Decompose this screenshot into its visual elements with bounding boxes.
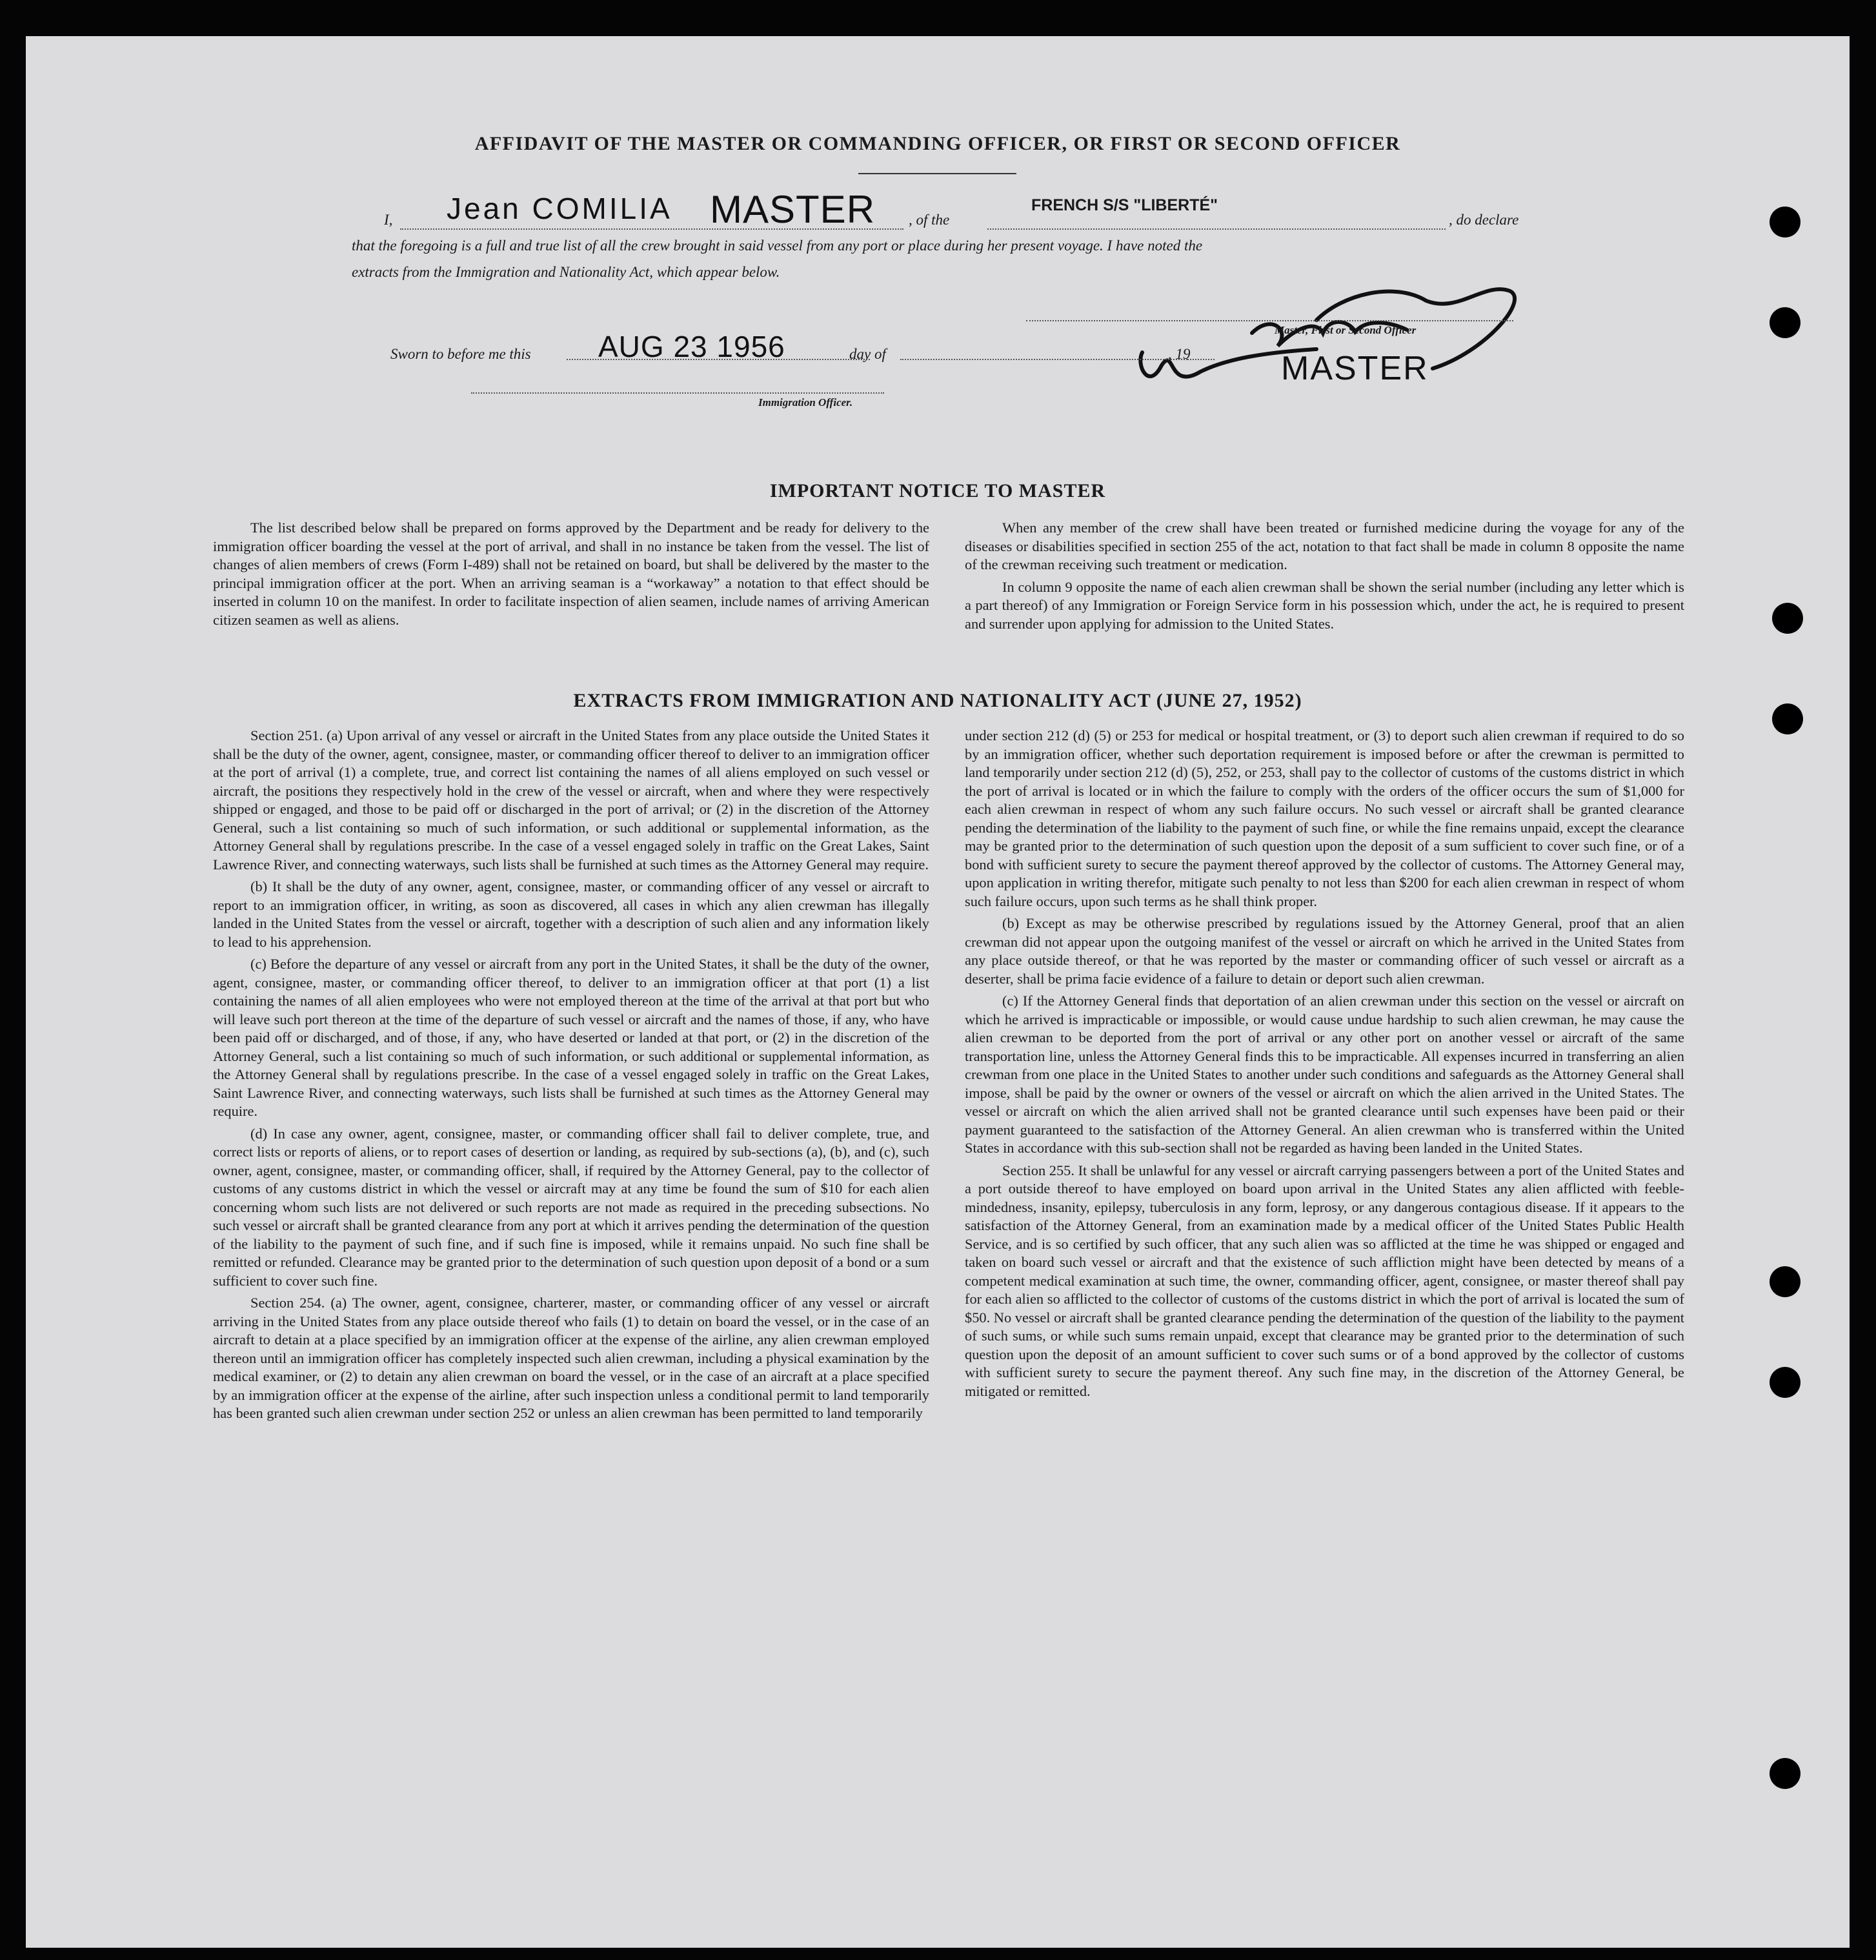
section-254c: (c) If the Attorney General finds that deportation of an alien crewman under this section on the vessel or aircraft on which he arrived is impracticable or impossible, or would cause undue hardship to such alien crewman, he may cause the alien crewman to be deported from the port of arrival or any other port on another vessel or aircraft of the same transportation line, unless the Attorney General finds this to be impracticable. All expenses incurred in transferring an alien crewman from one place in the United States to another under such conditions and safeguards as the Attorney General shall impose, shall be paid by the owner or owners of the vessel or aircraft on which the alien arrived in the United States. The vessel or aircraft on which the alien arrived shall not be granted clearance until such expenses have been paid or their payment guaranteed to the satisfaction of the Attorney General. An alien crewman who is transferred within the United States in accordance with this sub-section shall not be regarded as having been landed in the United States. — [965, 993, 1684, 1156]
notice-title: IMPORTANT NOTICE TO MASTER — [769, 480, 1106, 501]
punch-hole-5 — [1770, 1266, 1800, 1297]
notice-right-paragraph-1: When any member of the crew shall have been treated or furnished medicine during the voyage for any of the diseases or disabilities specified in section 255 of the act, notation to that fact shall be made in column 8 opposite the name of the crewman receiving such treatment or medication. — [965, 520, 1684, 572]
punch-hole-1 — [1770, 207, 1800, 237]
section-251c: (c) Before the departure of any vessel or aircraft from any port in the United States, it shall be the duty of the owner, agent, consignee, master, or commanding officer thereof, to deliver to an immigration officer at that port (1) a list containing the names of all alien employees who were not employed thereon at the time of the arrival at that port but who will leave such port thereon at the time of the departure of such vessel or aircraft and the names of those, if any, who have been paid off or discharged, and of those, if any, who have deserted or landed at that port, or (2) in the discretion of the Attorney General, such a list containing so much of such information, or such additional or supplemental information, as the Attorney General shall by regulations prescribe. In the case of a vessel engaged solely in traffic on the Great Lakes, Saint Lawrence River, and connecting waterways, such lists shall be furnished at such times as the Attorney General may require. — [213, 956, 929, 1119]
document-page — [26, 36, 1850, 1948]
signer-line — [1026, 320, 1513, 321]
section-254b: (b) Except as may be otherwise prescribed by regulations issued by the Attorney General, proof that an alien crewman did not appear upon the outgoing manifest of the vessel or aircraft on which he arrived in the United States from any place outside thereof, or that he was reported by the master or commanding officer of such vessel or aircraft as a deserter, shall be prima facie evidence of a failure to detain or deport such alien crewman. — [965, 915, 1684, 987]
statement-line-2: extracts from the Immigration and Nationality Act, which appear below. — [352, 264, 780, 280]
master-name-stamp: MASTER — [710, 188, 876, 231]
day-of-line — [900, 359, 1187, 360]
vessel-name: FRENCH S/S "LIBERTÉ" — [1031, 196, 1218, 214]
signer-caption: Master, First or Second Officer — [1275, 324, 1417, 336]
sworn-label: Sworn to before me this — [390, 346, 531, 362]
title-underline — [858, 173, 1016, 174]
sworn-date-stamp: AUG 23 1956 — [598, 330, 785, 363]
year-prefix: , 19 — [1168, 346, 1191, 362]
signer-stamp: MASTER — [1281, 350, 1429, 387]
section-255: Section 255. It shall be unlawful for any vessel or aircraft carrying passengers between a port of the United States and a port outside thereof to have employed on board upon arrival in the United States any alien afflicted with feeble-mindedness, insanity, epilepsy, tuberculosis in any form, leprosy, or any dangerous contagious disease. If it appears to the satisfaction of the Attorney General, from an examination made by a medical officer of the United States Public Health Service, and is so certified by such officer, that any such alien was so afflicted at the time he was shipped or engaged and taken on board such vessel or aircraft and that the existence of such affliction might have been detected by means of a competent medical examination at such time, the owner, commanding officer, agent, consignee, or master thereof shall pay for each alien so afflicted to the collector of customs of the customs district in which the port of arrival is located the sum of $50. No vessel or aircraft shall be granted clearance pending the determination of the question of the liability to the payment of such sums, or while such sums remain unpaid, except that clearance may be granted prior to the determination of such question upon the deposit of an amount sufficient to cover such sums or of a bond approved by the collector of customs with sufficient surety to secure the payment thereof. Any such fine may, in the discretion of the Attorney General, be mitigated or remitted. — [965, 1162, 1684, 1399]
punch-hole-7 — [1770, 1758, 1800, 1789]
notice-right-paragraph-2: In column 9 opposite the name of each alien crewman shall be shown the serial number (including any letter which is a part thereof) of any Immigration or Foreign Service form in his possession which, under the act, he is required to present and surrender upon applying for admission to the United States. — [965, 578, 1684, 632]
extracts-title: EXTRACTS FROM IMMIGRATION AND NATIONALITY ACT (JUNE 27, 1952) — [573, 690, 1302, 711]
section-251b: (b) It shall be the duty of any owner, agent, consignee, master, or commanding officer of any vessel or aircraft to report to an immigration officer, in writing, as soon as discovered, all cases in which any alien crewman has illegally landed in the United States from the vessel or aircraft, together with a description of such alien and any information likely to lead to his apprehension. — [213, 878, 929, 950]
sworn-date-line — [567, 359, 870, 360]
section-254a: Section 254. (a) The owner, agent, consignee, charterer, master, or commanding officer of any vessel or aircraft arriving in the United States from any place outside thereof who fails (1) to detain on board the vessel, or in the case of an aircraft to detain at a place specified by an immigration officer at the expense of the airline, any alien crewman employed thereon until an immigration officer has completely inspected such alien crewman, including a physical examination by the medical examiner, or (2) to detain any alien crewman on board the vessel, or in the case of an aircraft at a place specified by an immigration officer at the expense of the airline, after such inspection unless a conditional permit to land temporarily has been granted such alien crewman under section 252 or unless an alien crewman has been permitted to land temporarily — [213, 1295, 929, 1421]
officer-caption: Immigration Officer. — [758, 396, 853, 409]
name-line — [400, 228, 903, 230]
officer-line — [471, 392, 884, 394]
section-251d: (d) In case any owner, agent, consignee, master, or commanding officer shall fail to deliver complete, true, and correct lists or reports of aliens, or to report cases of desertion or landing, as required by sub-sections (a), (b), and (c), such owner, agent, consignee, master, or commanding officer, shall, if required by the Attorney General, pay to the collector of customs of any customs district in which the vessel or aircraft may at any time be found the sum of $10 for each alien concerning whom such lists are not delivered or such reports are not made as required in the preceding subsections. No such vessel or aircraft shall be granted clearance from any port at which it arrives pending the determination of the question of the liability to the payment of such fine, and if such fine is imposed, while it remains unpaid. No such fine shall be remitted or refunded. Clearance may be granted prior to the determination of such question upon deposit of a bond or a sum sufficient to cover such fine. — [213, 1125, 929, 1289]
section-254a-continued: under section 212 (d) (5) or 253 for medical or hospital treatment, or (3) to deport such alien crewman if required to do so by an immigration officer, whether such deportation requirement is imposed before or after the crewman is permitted to land temporarily under section 212 (d) (5), 252, or 253, shall pay to the collector of customs of the customs district in which the port of arrival is located or in which the failure to comply with the orders of the officer occurs the sum of $1,000 for each alien crewman in respect of whom any such failure occurs. No such vessel or aircraft shall be granted clearance pending the determination of the liability to the payment of such fine, or while the fine remains unpaid, except the clearance may be granted prior to the determination of such question upon the deposit of a sum sufficient to cover such fine, or of a bond with sufficient surety to secure the payment thereof approved by the collector of customs. The Attorney General may, upon application in writing therefor, mitigate such penalty to not less than $200 for each alien crewman in respect of whom such failure occurs, upon such terms as he shall think proper. — [965, 727, 1684, 909]
section-251a: Section 251. (a) Upon arrival of any vessel or aircraft in the United States from any place outside the United States it shall be the duty of the owner, agent, consignee, master, or commanding officer thereof to deliver to an immigration officer at the port of arrival (1) a complete, true, and correct list containing the names of all aliens employed on such vessel or aircraft, the positions they respectively hold in the crew of the vessel or aircraft, when and where they were respectively shipped or engaged, and those to be paid off or discharged in the port of arrival; or (2) in the discretion of the Attorney General, such a list containing so much of such information, or such additional or supplemental information, as the Attorney General shall by regulations prescribe. In the case of a vessel engaged solely in traffic on the Great Lakes, Saint Lawrence River, and connecting waterways, such lists shall be furnished at such times as the Attorney General may require. — [213, 727, 929, 873]
punch-hole-2 — [1770, 307, 1800, 338]
notice-left-column — [213, 519, 929, 633]
affidavit-prefix: I, — [384, 212, 393, 228]
vessel-line — [987, 228, 1446, 230]
master-name: Jean COMILIA — [447, 192, 672, 225]
do-declare-label: , do declare — [1449, 212, 1519, 228]
year-line — [1187, 359, 1215, 360]
notice-left-paragraph: The list described below shall be prepared on forms approved by the Department and be ready for delivery to the immigration officer boarding the vessel at the port of arrival, and shall in no instance be taken from the vessel. The list of changes of alien members of crews (Form I-489) shall not be retained on board, but shall be delivered by the master to the principal immigration officer at the port. When an arriving seaman is a “workaway” a notation to that effect should be inserted in column 10 on the manifest. In order to facilitate inspection of alien seamen, include names of arriving American citizen seamen as well as aliens. — [213, 520, 929, 628]
extracts-right-column — [965, 727, 1684, 1404]
extracts-left-column — [213, 727, 929, 1427]
of-the-label: , of the — [909, 212, 950, 228]
punch-hole-6 — [1770, 1367, 1800, 1398]
punch-hole-3 — [1772, 603, 1803, 634]
day-of-label: day of — [849, 346, 886, 362]
statement-line-1: that the foregoing is a full and true list of all the crew brought in said vessel from any port or place during her present voyage. I have noted the — [352, 237, 1203, 254]
affidavit-title: AFFIDAVIT OF THE MASTER OR COMMANDING OFFICER, OR FIRST OR SECOND OFFICER — [474, 133, 1401, 154]
notice-right-column — [965, 519, 1684, 637]
